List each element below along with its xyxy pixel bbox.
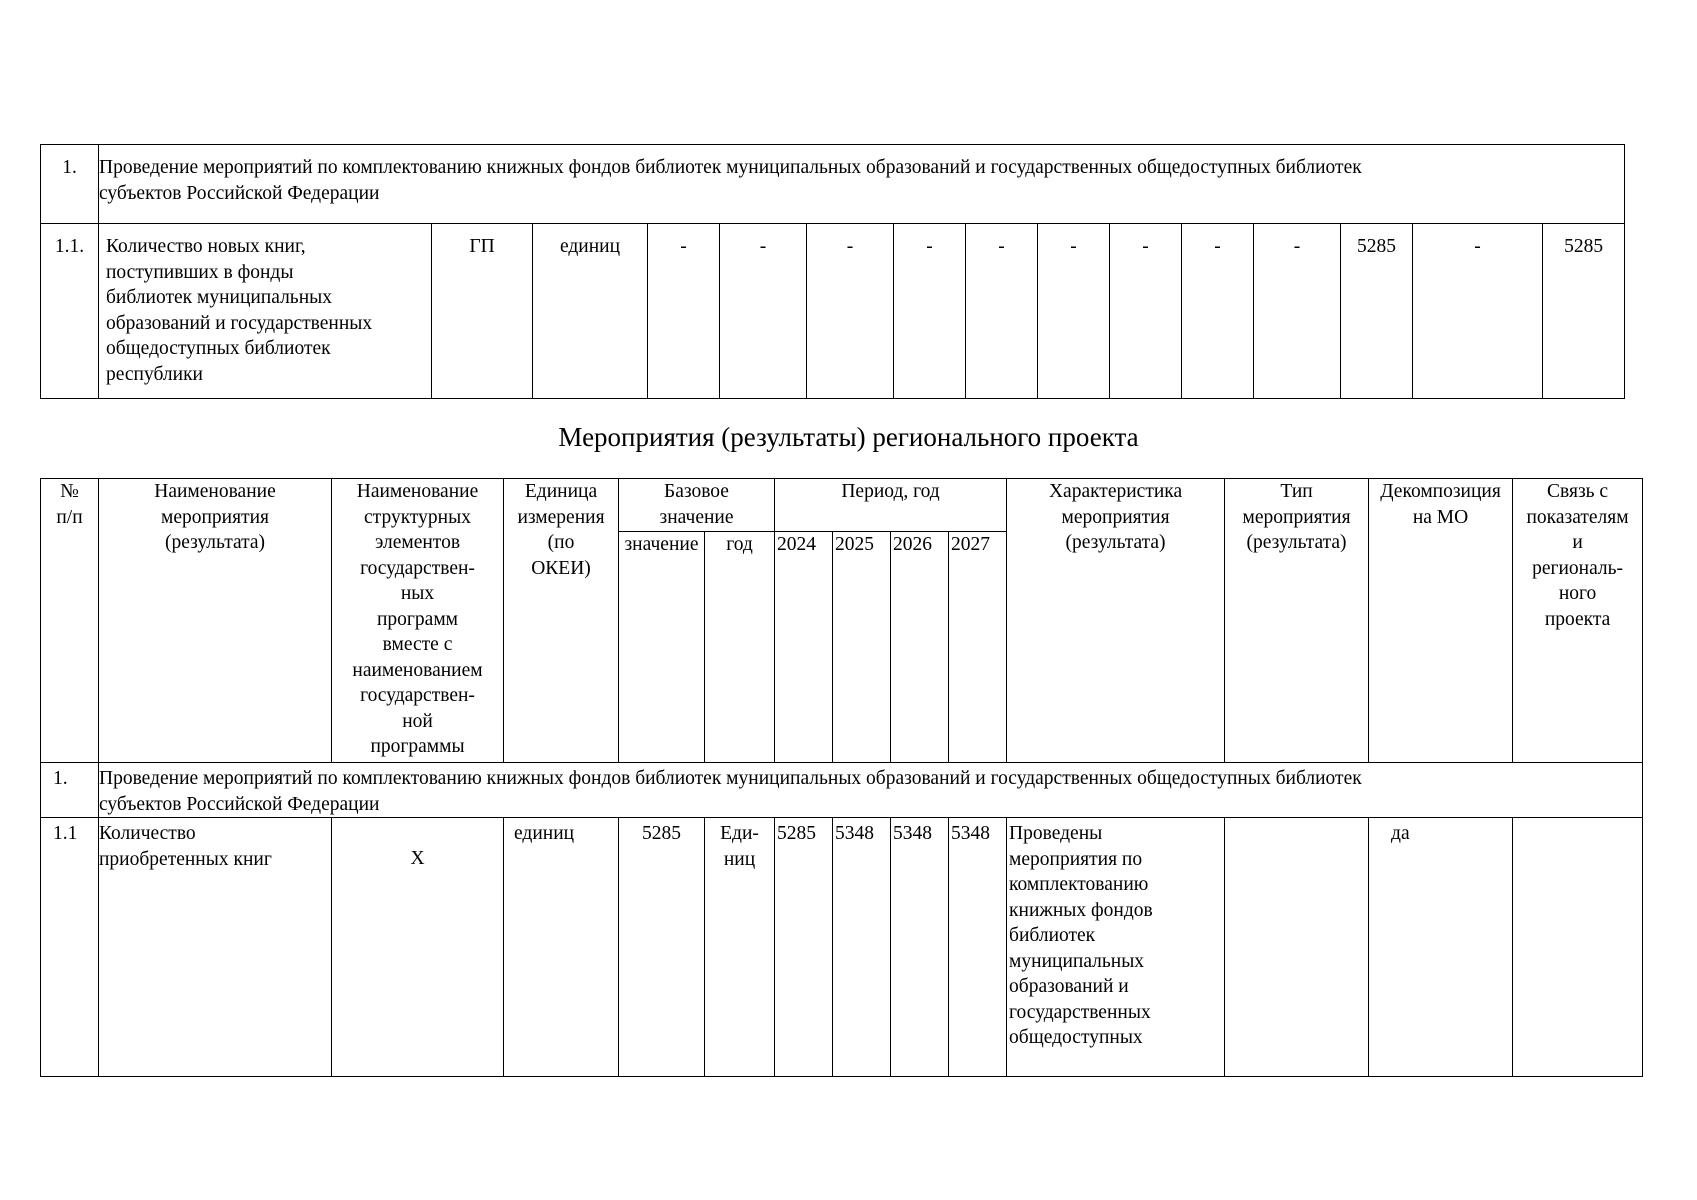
indicator-level: ГП	[432, 224, 533, 399]
section-text: Проведение мероприятий по комплектованию книжных фондов библиотек муниципальных образований и государственных общедоступных библиотек субъектов Российской Федерации	[99, 763, 1643, 818]
indicator-value: -	[1182, 224, 1254, 399]
indicator-value: -	[720, 224, 807, 399]
indicator-value: -	[1254, 224, 1341, 399]
indicator-value: -	[1413, 224, 1543, 399]
result-year-value: 5348	[949, 818, 1007, 1077]
result-unit: единиц	[504, 818, 619, 1077]
indicator-value: 5285	[1543, 224, 1625, 399]
header-num: № п/п	[41, 479, 99, 763]
result-base-year: Еди- ниц	[705, 818, 775, 1077]
result-type	[1225, 818, 1369, 1077]
header-base: Базовое значение	[619, 479, 775, 532]
indicator-row	[41, 224, 1625, 399]
indicator-name: Количество новых книг, поступивших в фонды библиотек муниципальных образований и государственных общедоступных библиотек республики	[99, 224, 432, 399]
header-year: 2024	[775, 532, 833, 763]
section-number: 1.	[41, 763, 99, 818]
header-period: Период, год	[775, 479, 1007, 532]
indicator-value: -	[648, 224, 720, 399]
result-year-value: 5348	[833, 818, 891, 1077]
header-row	[41, 479, 1643, 532]
results-table	[40, 478, 1643, 1077]
result-decomposition: да	[1369, 818, 1513, 1077]
indicator-number: 1.1.	[41, 224, 99, 399]
header-characteristic: Характеристика мероприятия (результата)	[1007, 479, 1225, 763]
header-year: 2027	[949, 532, 1007, 763]
indicator-unit: единиц	[533, 224, 648, 399]
indicator-value: 5285	[1341, 224, 1413, 399]
indicator-value: -	[1110, 224, 1182, 399]
header-decomposition: Декомпозиция на МО	[1369, 479, 1513, 763]
header-name: Наименование мероприятия (результата)	[99, 479, 332, 763]
section-number: 1.	[41, 145, 99, 224]
result-structural: Х	[332, 818, 504, 1077]
header-structural: Наименование структурных элементов государствен- ных программ вместе с наименованием государствен- ной программы	[332, 479, 504, 763]
header-year: 2025	[833, 532, 891, 763]
section-text: Проведение мероприятий по комплектованию книжных фондов библиотек муниципальных образований и государственных общедоступных библиотек субъектов Российской Федерации	[99, 145, 1625, 224]
header-link: Связь с показателям и региональ- ного проекта	[1513, 479, 1643, 763]
header-year: 2026	[891, 532, 949, 763]
indicator-value: -	[894, 224, 966, 399]
section-row	[41, 145, 1625, 224]
header-unit: Единица измерения (по ОКЕИ)	[504, 479, 619, 763]
section-row	[41, 763, 1643, 818]
result-link	[1513, 818, 1643, 1077]
header-base-value: значение	[619, 532, 705, 763]
header-type: Тип мероприятия (результата)	[1225, 479, 1369, 763]
result-characteristic: Проведены мероприятия по комплектованию книжных фондов библиотек муниципальных образований и государственных общедоступных	[1007, 818, 1225, 1077]
result-base-value: 5285	[619, 818, 705, 1077]
result-number: 1.1	[41, 818, 99, 1077]
result-year-value: 5348	[891, 818, 949, 1077]
section-title: Мероприятия (результаты) регионального проекта	[558, 422, 1139, 452]
indicator-value: -	[807, 224, 894, 399]
indicator-table	[40, 144, 1625, 399]
result-row	[41, 818, 1643, 1077]
result-year-value: 5285	[775, 818, 833, 1077]
header-base-year: год	[705, 532, 775, 763]
indicator-value: -	[1038, 224, 1110, 399]
result-name: Количество приобретенных книг	[99, 818, 332, 1077]
indicator-value: -	[966, 224, 1038, 399]
